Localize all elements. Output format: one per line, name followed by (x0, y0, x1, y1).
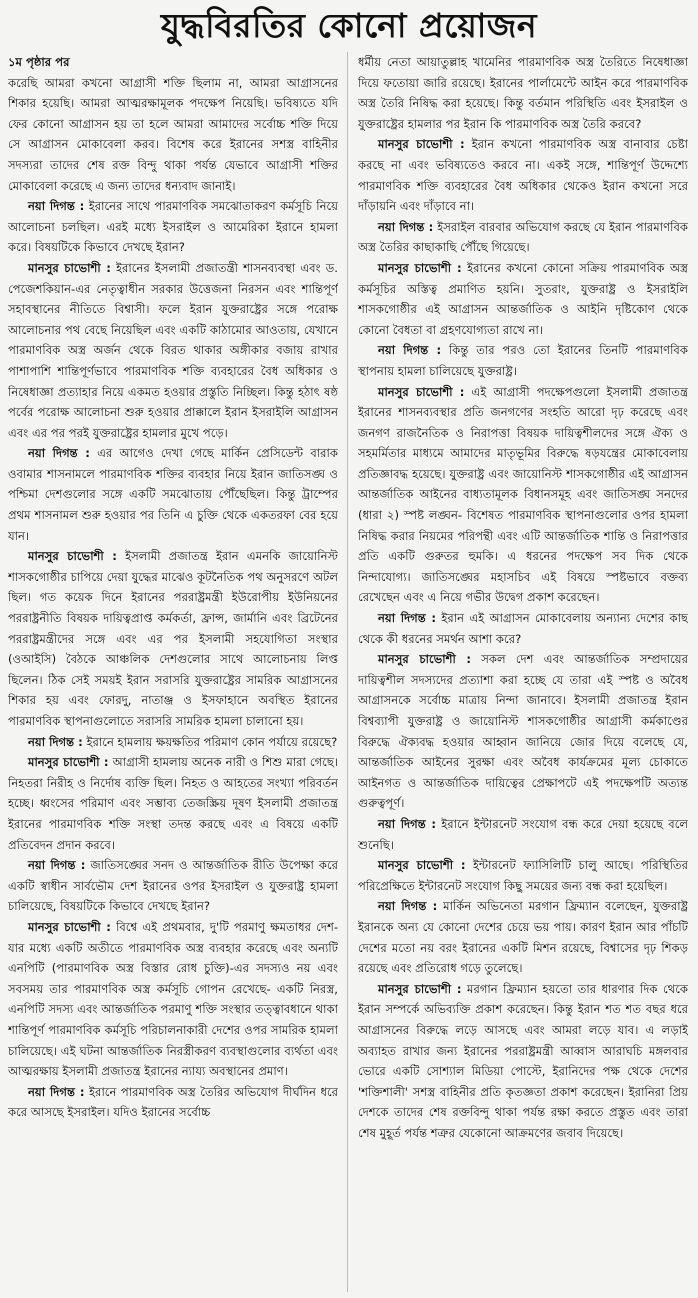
paragraph-text: ইরান কখনো পারমাণবিক অস্ত্র বানাবার চেষ্টা করছে না এবং ভবিষ্যতেও করবে না। একই সঙ্গে, শান্তিপূর্ণ উদ্দেশ্যে পারমাণবিক শক্তি ব্যবহারের বৈধ অধিকার থেকেও ইরান কখনো সরে দাঁড়ায়নি এবং দাঁড়াবে না। (358, 137, 688, 214)
paragraph-text: ইসরাইল বারবার অভিযোগ করছে যে ইরান পারমাণবিক অস্ত্র তৈরির কাছাকাছি পৌঁছে গিয়েছে। (358, 219, 688, 255)
speaker-label: নয়া দিগন্ত : (28, 446, 90, 461)
paragraph-text: ইরান এই আগ্রাসন মোকাবেলায় অন্যান্য দেশের কাছ থেকে কী ধরনের সমর্থন আশা করে? (358, 611, 688, 646)
article-title: যুদ্ধবিরতির কোনো প্রয়োজন (160, 6, 538, 45)
paragraph (358, 52, 688, 134)
speaker-label: মানসুর চাভোশী : (378, 260, 462, 275)
paragraph (8, 73, 338, 197)
column-divider (347, 52, 348, 1292)
speaker-label: মানসুর চাভোশী : (28, 549, 117, 564)
paragraph-text: ইরানের কখনো কোনো সক্রিয় পারমাণবিক অস্ত্র কর্মসূচির অস্তিত্ব প্রমাণিত হয়নি। সুতরাং, যুক্তরাষ্ট্র ও ইসরাইলি শাসকগোষ্ঠীর এই আগ্রাসন আন্তর্জাতিক ও আইনি দৃষ্টিকোণ থেকে কোনো বৈধতা বা গ্রহণযোগ্যতা রাখে না। (358, 260, 688, 337)
paragraph-text: আগ্রাসী হামলায় অনেক নারী ও শিশু মারা গেছে। নিহতরা নিরীহ ও নির্দোষ ব্যক্তি ছিল। নিহত ও আহতের সংখ্যা পরিবর্তন হচ্ছে। ধ্বংসের পরিমাণ এবং সম্ভাব্য তেজস্ক্রিয় দূষণ ইসলামী প্রজাতন্ত্র ইরানের পারমাণবিক শক্তি সংস্থা তদন্ত করছে এবং এ বিষয়ে একটি প্রতিবেদন প্রদান করবে। (8, 755, 338, 852)
right-column (358, 52, 688, 1292)
paragraph (358, 608, 688, 649)
speaker-label: নয়া দিগন্ত : (378, 219, 434, 234)
paragraph-text: মরগান ফ্রিম্যান হয়তো তার ধারণার দিক থেকে ইরান সম্পর্কে অভিব্যক্তি প্রকাশ করেছেন। কিন্তু ইরান শত শত বছর ধরে আগ্রাসনের বিরুদ্ধে লড়ে আসছে এবং আমরা লড়ে যাব। এ লড়াই অব্যাহত রাখার জন্য ইরানের পররাষ্ট্রমন্ত্রী আব্বাস আরাঘচি মঙ্গলবার ভোরে একটি সোশ্যাল মিডিয়া পোস্টে, ইরানিদের পক্ষ থেকে দেশের 'শক্তিশালী' সশস্ত্র বাহিনীর প্রতি কৃতজ্ঞতা প্রকাশ করেছেন। ইরানিরা প্রিয় দেশকে তাদের শেষ রক্তবিন্দু থাকা পর্যন্ত রক্ষা করতে প্রস্তুত এবং তারা শেষ মুহূর্ত পর্যন্ত শত্রুর যেকোনো আক্রমণের জবাব দিয়েছে। (358, 981, 688, 1140)
paragraph (358, 814, 688, 855)
paragraph-text: করেছি আমরা কখনো আগ্রাসী শক্তি ছিলাম না, আমরা আগ্রাসনের শিকার হয়েছি। আমরা আত্মরক্ষামূলক পদক্ষেপ নিয়েছি। ভবিষ্যতে যদি ফের কোনো আগ্রাসন হয় তা হলে আমরা আমাদের সর্বোচ্চ শক্তি দিয়ে সে আগ্রাসন মোকাবেলা করব। বিশেষ করে ইরানের সশস্ত্র বাহিনীর সদস্যরা তাদের শেষ রক্ত বিন্দু থাকা পর্যন্ত যেভাবে আগ্রাসী শক্তির মোকাবেলা করেছে এ জন্য তাদের ধন্যবাদ জানাই। (8, 75, 338, 193)
speaker-label: মানসুর চাভোশী : (378, 981, 462, 996)
speaker-label: নয়া দিগন্ত : (28, 734, 83, 749)
paragraph-text: জাতিসঙ্ঘের সনদ ও আন্তর্জাতিক রীতি উপেক্ষা করে একটি স্বাধীন সার্বভৌম দেশ ইরানের ওপর ইসরাইল ও যুক্তরাষ্ট্র হামলা চালিয়েছে, বিষয়টিকে কিভাবে দেখছে ইরান? (8, 858, 338, 914)
speaker-label: মানসুর চাভোশী : (378, 652, 472, 667)
speaker-label: মানসুর চাভোশী : (378, 384, 465, 399)
paragraph-text: ইরানে হামলায় ক্ষয়ক্ষতির পরিমাণ কোন পর্যায়ে রয়েছে? (86, 734, 338, 749)
left-column (8, 52, 338, 1292)
speaker-label: মানসুর চাভোশী : (28, 260, 111, 275)
continued-from-label: ১ম পৃষ্ঠার পর (8, 55, 70, 69)
speaker-label: নয়া দিগন্ত : (28, 199, 85, 214)
speaker-label: মানসুর চাভোশী : (378, 137, 465, 152)
paragraph-text: ইরানের সাথে পারমাণবিক সমঝোতাকরণ কর্মসূচি নিয়ে আলোচনা চলছিল। এরই মধ্যে ইসরাইল ও আমেরিকা ইরানে হামলা করে। বিষয়টিকে কিভাবে দেখছে ইরান? (8, 199, 338, 255)
paragraph (8, 1082, 338, 1123)
paragraph-text: সকল দেশ এবং আন্তর্জাতিক সম্প্রদায়ের দায়িত্বশীল সদস্যদের প্রত্যাশা করা হচ্ছে যে তারা এই স্পষ্ট ও অবৈধ আগ্রাসনকে সর্বোচ্চ মাত্রায় নিন্দা জানাবে। ইসলামী প্রজাতন্ত্র ইরান বিশ্বব্যাপী যুক্তরাষ্ট্র ও জায়োনিস্ট শাসকগোষ্ঠীর আগ্রাসী কর্মকাণ্ডের বিরুদ্ধে ঐক্যবদ্ধ হওয়ার আহ্বান জানিয়ে জোর দিয়ে বলেছে যে, আন্তর্জাতিক আইনের সুরক্ষা এবং অবৈধ কার্যক্রমের মূল্য চোকাতে আইনগত ও আন্তর্জাতিক দায়িত্বের প্রেক্ষাপটে এই পদক্ষেপটি অত্যন্ত গুরুত্বপূর্ণ। (358, 652, 688, 811)
paragraph (8, 196, 338, 258)
paragraph (358, 382, 688, 609)
paragraph (358, 896, 688, 978)
speaker-label: নয়া দিগন্ত : (378, 343, 442, 358)
paragraph-text: ইরানের ইসলামী প্রজাতন্ত্রী শাসনব্যবস্থা এবং ড. পেজেশকিয়ান-এর নেতৃত্বাধীন সরকার উত্তেজনা নিরসন এবং শান্তিপূর্ণ সহাবস্থানের নীতিতে বিশ্বাসী। ফলে ইরান যুক্তরাষ্ট্রের সঙ্গে পরোক্ষ আলোচনার পথ বেছে নিয়েছিল এবং একটি কাঠামোর আওতায়, যেখানে পারমাণবিক অস্ত্র অর্জন থেকে বিরত থাকার অঙ্গীকার বজায় রাখার পাশাপাশি শান্তিপূর্ণভাবে পারমাণবিক শক্তি ব্যবহারের বৈধ অধিকার ও নিষেধাজ্ঞা প্রত্যাহার নিয়ে একমত হওয়ার প্রস্তুতি নিচ্ছিল। কিন্তু হঠাৎ ষষ্ঠ পর্বের পরোক্ষ আলোচনা শুরু হওয়ার প্রাক্কালে ইরান ইসরাইলি আগ্রাসন এবং এর পর পরই যুক্তরাষ্ট্রের হামলার মুখে পড়ে। (8, 260, 338, 440)
speaker-label: নয়া দিগন্ত : (378, 611, 437, 626)
speaker-label: মানসুর চাভোশী : (28, 919, 111, 934)
paragraph-text: ধর্মীয় নেতা আয়াতুল্লাহ খামেনির পারমাণবিক অস্ত্র তৈরিতে নিষেধাজ্ঞা দিয়ে ফতোয়া জারি রয়েছে। ইরানের পার্লামেন্টে আইন করে পারমাণবিক অস্ত্র তৈরি নিষিদ্ধ করা হয়েছে। কিন্তু বর্তমান পরিস্থিতি এবং ইসরাইল ও যুক্তরাষ্ট্রের হামলার পর ইরান কি পারমাণবিক অস্ত্র তৈরি করবে? (358, 55, 688, 131)
paragraph-text: ইসলামী প্রজাতন্ত্র ইরান এমনকি জায়োনিস্ট শাসকগোষ্ঠীর চাপিয়ে দেয়া যুদ্ধের মাঝেও কূটনৈতিক পথ অনুসরণে অটল ছিল। গত কয়েক দিনে ইরানের পররাষ্ট্রমন্ত্রী ইউরোপীয় ইউনিয়নের পররাষ্ট্রনীতি বিষয়ক দায়িত্বপ্রাপ্ত কর্মকর্তা, ফ্রান্স, জার্মানি এবং ব্রিটেনের পররাষ্ট্রমন্ত্রীদের সঙ্গে এবং এর পর ইসলামী সহযোগিতা সংস্থার (ওআইসি) বৈঠকে আঞ্চলিক দেশগুলোর সাথে আলোচনায় লিপ্ত ছিলেন। ঠিক সেই সময়ই ইরান সরাসরি যুক্তরাষ্ট্রের সামরিক আগ্রাসনের শিকার হয় এবং ফোরদু, নাতাঞ্জ ও ইসফাহানে অবস্থিত ইরানের পারমাণবিক স্থাপনাগুলোতে সরাসরি সামরিক হামলা চালানো হয়। (8, 549, 338, 728)
paragraph-text: ইন্টারনেট ফ্যাসিলিটি চালু আছে। পরিস্থিতির পরিপ্রেক্ষিতে ইন্টারনেট সংযোগ কিছু সময়ের জন্য বন্ধ করা হয়েছিল। (358, 858, 688, 893)
paragraph (8, 855, 338, 917)
paragraph (358, 340, 688, 381)
paragraph-text: মার্কিন অভিনেতা মরগান ফ্রিম্যান বলেছেন, যুক্তরাষ্ট্র ইরানকে অন্য যে কোনো দেশের চেয়ে ভয় পায়। কারণ ইরান আর পাঁচটি দেশের মতো নয় বরং ইরানের একটি মিশন রয়েছে, বিশ্বাসের দৃঢ় শিকড় রয়েছে এবং প্রতিরোধ গড়ে তুলেছে। (358, 899, 688, 976)
paragraph (358, 217, 688, 258)
speaker-label: নয়া দিগন্ত : (378, 899, 438, 914)
speaker-label: নয়া দিগন্ত : (28, 1084, 85, 1099)
paragraph-text: ইরানে পারমাণবিক অস্ত্র তৈরির অভিযোগ দীর্ঘদিন ধরে করে আসছে ইসরাইল। যদিও ইরানের সর্বোচ্চ (8, 1084, 338, 1120)
paragraph (358, 855, 688, 896)
speaker-label: নয়া দিগন্ত : (28, 858, 86, 873)
speaker-label: মানসুর চাভোশী : (378, 858, 466, 873)
paragraph (8, 258, 338, 443)
paragraph-text: কিন্তু তার পরও তো ইরানের তিনটি পারমাণবিক স্থাপনায় হামলা চালিয়েছে যুক্তরাষ্ট্র। (358, 343, 688, 378)
paragraph-text: বিশ্বে এই প্রথমবার, দু'টি পরমাণু ক্ষমতাধর দেশ-যার মধ্যে একটি অতীতে পারমাণবিক অস্ত্র ব্যবহার করেছে এবং অন্যটি এনপিটি (পারমাণবিক অস্ত্র বিস্তার রোধ চুক্তি)-এর সদস্যও নয় এবং সবসময় তার পারমাণবিক অস্ত্র কর্মসূচি গোপন রেখেছে- একটি নিরস্ত্র, এনপিটি সদস্য এবং আন্তর্জাতিক পরমাণু শক্তি সংস্থার তত্ত্বাবধানে থাকা শান্তিপূর্ণ পারমাণবিক কর্মসূচি পরিচালনাকারী দেশের ওপর সামরিক হামলা চালিয়েছে। এই ঘটনা আন্তর্জাতিক নিরস্ত্রীকরণ ব্যবস্থাগুলোর ব্যর্থতা এবং আত্মরক্ষায় ইসলামী প্রজাতন্ত্র ইরানের ন্যায্য অবস্থানের প্রমাণ। (8, 919, 338, 1079)
speaker-label: মানসুর চাভোশী : (28, 755, 109, 770)
paragraph-text: এই আগ্রাসী পদক্ষেপগুলো ইসলামী প্রজাতন্ত্র ইরানের শাসনব্যবস্থার প্রতি জনগণের সংহতি আরো দৃঢ় করেছে এবং জনগণ রাজনৈতিক ও নিরাপত্তা বিষয়ক দায়িত্বশীলদের সঙ্গে ঐক্য ও সহমর্মিতার মাধ্যমে আমাদের মাতৃভূমির বিরুদ্ধে ষড়যন্ত্রের মোকাবেলায় প্রতিজ্ঞাবদ্ধ হয়েছে। যুক্তরাষ্ট্র এবং জায়োনিস্ট শাসকগোষ্ঠীর এই আগ্রাসন আন্তর্জাতিক আইনের বাধ্যতামূলক বিধানসমূহ এবং জাতিসঙ্ঘ সনদের (ধারা ২) স্পষ্ট লঙ্ঘন- বিশেষত পারমাণবিক স্থাপনাগুলোর ওপর হামলা নিষিদ্ধ করার নিয়মের পরিপন্থী এবং এটি আন্তর্জাতিক শান্তি ও নিরাপত্তার প্রতি একটি গুরুতর হুমকি। এ ধরনের পদক্ষেপ সব দিক থেকে নিন্দাযোগ্য। জাতিসঙ্ঘের মহাসচিব এই বিষয়ে স্পষ্টভাবে বক্তব্য রেখেছেন এবং এ নিয়ে গভীর উদ্বেগ প্রকাশ করেছেন। (358, 384, 688, 605)
paragraph-text: ইরানে ইন্টারনেট সংযোগ বন্ধ করে দেয়া হয়েছে বলে শুনেছি। (358, 816, 688, 852)
paragraph (8, 732, 338, 753)
paragraph (358, 258, 688, 340)
paragraph (358, 134, 688, 216)
paragraph (8, 917, 338, 1082)
paragraph (8, 752, 338, 855)
paragraph (8, 443, 338, 546)
paragraph (358, 979, 688, 1144)
paragraph (358, 649, 688, 814)
speaker-label: নয়া দিগন্ত : (378, 816, 436, 831)
paragraph (8, 546, 338, 731)
paragraph-text: এর আগেও দেখা গেছে মার্কিন প্রেসিডেন্ট বারাক ওবামার শাসনামলে পারমাণবিক শক্তির ব্যবহার নিয়ে ইরান জাতিসঙ্ঘ ও পশ্চিমা দেশগুলোর সঙ্গে একটি সমঝোতায় পৌঁছেছিল। কিন্তু ট্রাম্পের প্রথম শাসনামল শুরু হওয়ার পর তিনি এ চুক্তি থেকে একতরফা বের হয়ে যান। (8, 446, 338, 543)
